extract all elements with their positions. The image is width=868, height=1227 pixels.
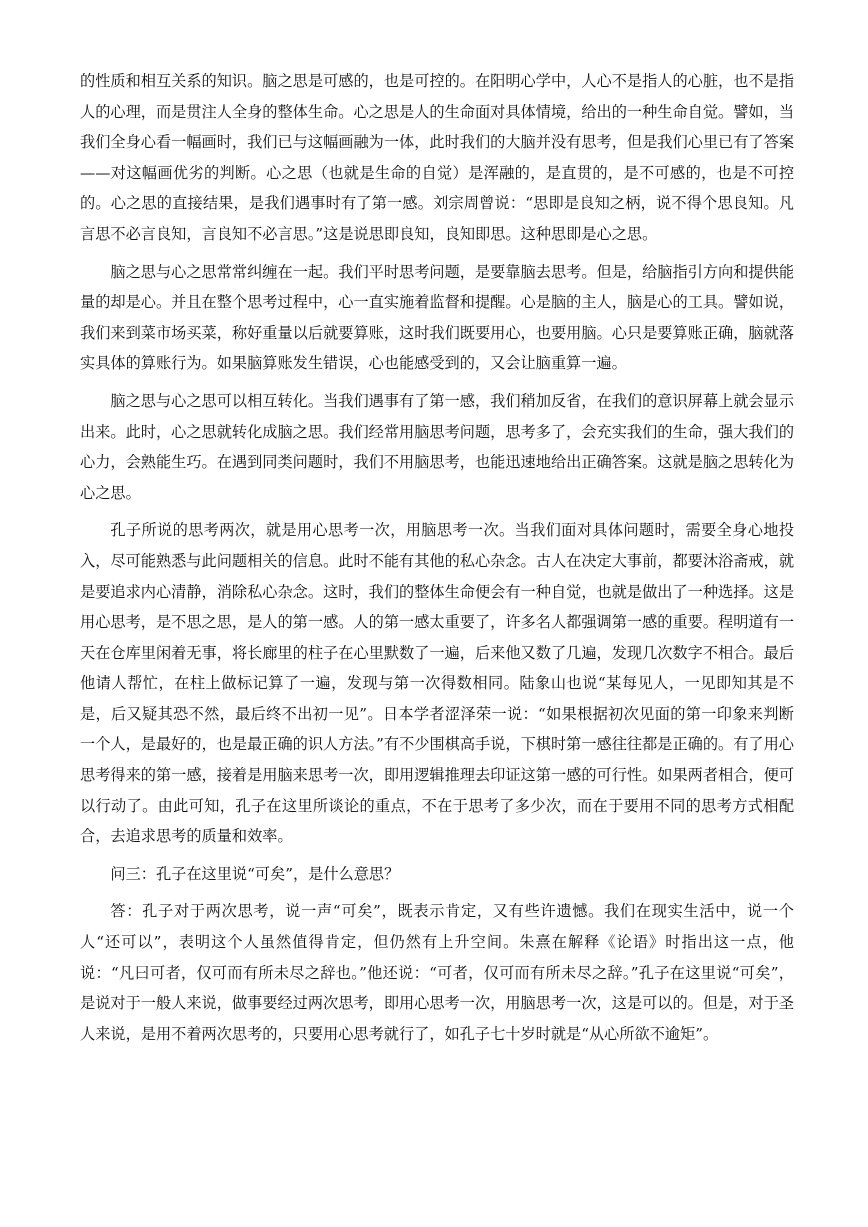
- document-body: [80, 66, 794, 1049]
- paragraph-2: 脑之思与心之思常常纠缠在一起。我们平时思考问题，是要靠脑去思考。但是，给脑指引方向和提供能量的却是心。并且在整个思考过程中，心一直实施着监督和提醒。心是脑的主人，脑是心的工具。譬如说，我们来到菜市场买菜，称好重量以后就要算账，这时我们既要用心，也要用脑。心只是要算账正确，脑就落实具体的算账行为。如果脑算账发生错误，心也能感受到的，又会让脑重算一遍。: [80, 262, 794, 373]
- paragraph-4: 孔子所说的思考两次，就是用心思考一次，用脑思考一次。当我们面对具体问题时，需要全身心地投入，尽可能熟悉与此问题相关的信息。此时不能有其他的私心杂念。古人在决定大事前，都要沐浴斋戒，就是要追求内心清静，消除私心杂念。这时，我们的整体生命便会有一种自觉，也就是做出了一种选择。这是用心思考，是不思之思，是人的第一感。人的第一感太重要了，许多名人都强调第一感的重要。程明道有一天在仓库里闲着无事，将长廊里的柱子在心里默数了一遍，后来他又数了几遍，发现几次数字不相合。最后他请人帮忙，在柱上做标记算了一遍，发现与第一次得数相同。陆象山也说“某每见人，一见即知其是不是，后又疑其恐不然，最后终不出初一见”。日本学者涩泽荣一说：“如果根据初次见面的第一印象来判断一个人，是最好的，也是最正确的识人方法。”有不少围棋高手说，下棋时第一感往往都是正确的。有了用心思考得来的第一感，接着是用脑来思考一次，即用逻辑推理去印证这第一感的可行性。如果两者相合，便可以行动了。由此可知，孔子在这里所谈论的重点，不在于思考了多少次，而在于要用不同的思考方式相配合，去追求思考的质量和效率。: [80, 521, 794, 846]
- question-3: 问三：孔子在这里说“可矣”，是什么意思？: [110, 864, 400, 883]
- answer-3: 答：孔子对于两次思考，说一声“可矣”，既表示肯定，又有些许遗憾。我们在现实生活中，说一个人“还可以”，表明这个人虽然值得肯定，但仍然有上升空间。朱熹在解释《论语》时指出这一点，他说：“凡曰可者，仅可而有所未尽之辞也。”他还说：“可者，仅可而有所未尽之辞。”孔子在这里说“可矣”，是说对于一般人来说，做事要经过两次思考，即用心思考一次，用脑思考一次，这是可以的。但是，对于圣人来说，是用不着两次思考的，只要用心思考就行了，如孔子七十岁时就是“从心所欲不逾矩”。: [80, 902, 794, 1043]
- paragraph-3: 脑之思与心之思可以相互转化。当我们遇事有了第一感，我们稍加反省，在我们的意识屏幕上就会显示出来。此时，心之思就转化成脑之思。我们经常用脑思考问题，思考多了，会充实我们的生命，强大我们的心力，会熟能生巧。在遇到同类问题时，我们不用脑思考，也能迅速地给出正确答案。这就是脑之思转化为心之思。: [80, 391, 794, 502]
- paragraph-1: 的性质和相互关系的知识。脑之思是可感的，也是可控的。在阳明心学中，人心不是指人的心脏，也不是指人的心理，而是贯注人全身的整体生命。心之思是人的生命面对具体情境，给出的一种生命自觉。譬如，当我们全身心看一幅画时，我们已与这幅画融为一体，此时我们的大脑并没有思考，但是我们心里已有了答案——对这幅画优劣的判断。心之思（也就是生命的自觉）是浑融的，是直贯的，是不可感的，也是不可控的。心之思的直接结果，是我们遇事时有了第一感。刘宗周曾说：“思即是良知之柄，说不得个思良知。凡言思不必言良知，言良知不必言思。”这是说思即良知，良知即思。这种思即是心之思。: [80, 72, 794, 243]
